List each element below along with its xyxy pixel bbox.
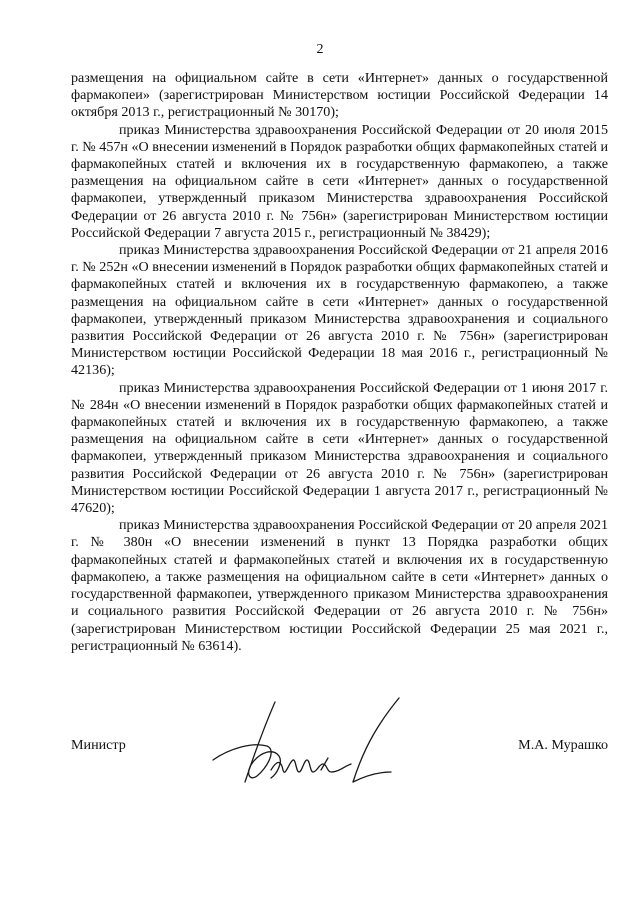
signatory-name: М.А. Мурашко	[518, 737, 608, 753]
paragraph-order-252n: приказ Министерства здравоохранения Российской Федерации от 21 апреля 2016 г. № 252н «О внесении изменений в Порядок разработки общих фармакопейных статей и фармакопейных статей и включения их в государственную фармакопею, а также размещения на официальном сайте в сети «Интернет» данных о государственной фармакопеи, утвержденный приказом Министерства здравоохранения и социального развития Российской Федерации от 26 августа 2010 г. № 756н» (зарегистрирован Министерством юстиции Российской Федерации 18 мая 2016 г., регистрационный № 42136);	[71, 242, 608, 379]
paragraph-order-284n: приказ Министерства здравоохранения Российской Федерации от 1 июня 2017 г. № 284н «О внесении изменений в Порядок разработки общих фармакопейных статей и фармакопейных статей и включения их в государственную фармакопею, а также размещения на официальном сайте в сети «Интернет» данных о государственной фармакопеи, утвержденный приказом Министерства здравоохранения и социального развития Российской Федерации от 26 августа 2010 г. № 756н» (зарегистрирован Министерством юстиции Российской Федерации 1 августа 2017 г., регистрационный № 47620);	[71, 379, 608, 517]
paragraph-order-457n: приказ Министерства здравоохранения Российской Федерации от 20 июля 2015 г. № 457н «О внесении изменений в Порядок разработки общих фармакопейных статей и фармакопейных статей и включения их в государственную фармакопею, а также размещения на официальном сайте в сети «Интернет» данных о государственной фармакопеи, утвержденный приказом Министерства здравоохранения Российской Федерации от 26 августа 2010 г. № 756н» (зарегистрирован Министерством юстиции Российской Федерации 7 августа 2015 г., регистрационный № 38429);	[71, 121, 608, 241]
paragraph-continuation: размещения на официальном сайте в сети «Интернет» данных о государственной фармакопеи» (зарегистрирован Министерством юстиции Российской Федерации 14 октября 2013 г., регистрационный № 30170);	[71, 70, 608, 121]
page-number: 2	[316, 42, 324, 57]
signatory-title: Министр	[71, 737, 126, 753]
handwritten-signature	[205, 690, 405, 790]
signature-stroke	[213, 745, 280, 778]
signature-stroke	[271, 760, 351, 772]
signature-stroke	[353, 698, 399, 782]
signature-stroke	[353, 772, 391, 782]
document-body	[71, 70, 608, 655]
paragraph-order-380n: приказ Министерства здравоохранения Российской Федерации от 20 апреля 2021 г. № 380н «О внесении изменений в пункт 13 Порядка разработки общих фармакопейных статей и фармакопейных статей и включения их в государственную фармакопею, а также размещения на официальном сайте в сети «Интернет» данных о государственной фармакопеи, утвержденного приказом Министерства здравоохранения и социального развития Российской Федерации от 26 августа 2010 г. № 756н» (зарегистрирован Министерством юстиции Российской Федерации 25 мая 2021 г., регистрационный № 63614).	[71, 517, 608, 654]
